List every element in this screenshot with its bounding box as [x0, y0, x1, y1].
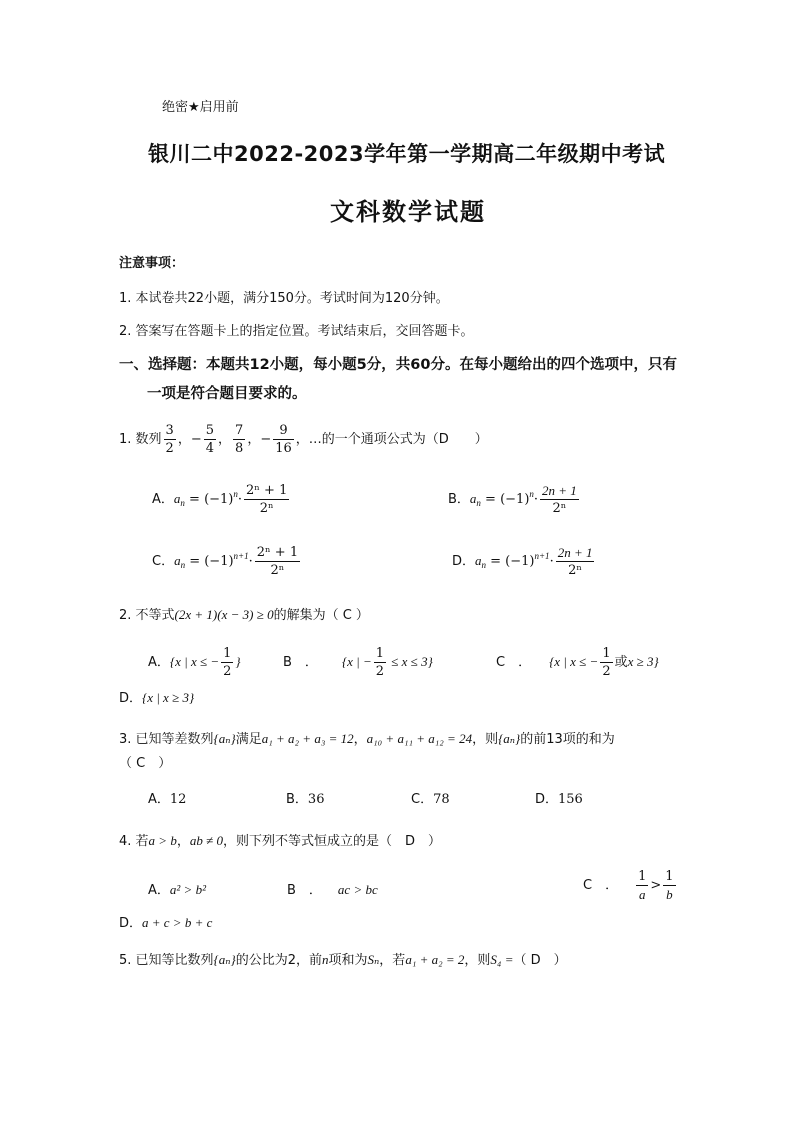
option-label: C ．: [496, 655, 532, 670]
q1-frac3-num: 7: [235, 423, 244, 438]
option-label: B．: [286, 792, 308, 807]
option-den: 2ⁿ: [568, 563, 583, 578]
option-label: B ．: [287, 883, 322, 898]
q5-text: ，则: [464, 953, 491, 968]
q1-option-c: [152, 544, 302, 579]
option-num: 2n + 1: [542, 483, 577, 498]
section-heading-line2: 一项是符合题目要求的。: [147, 386, 307, 402]
option-mid: = (−1): [184, 492, 234, 507]
option-num: 1: [638, 869, 647, 884]
q1-sep1: ，−: [177, 432, 202, 447]
q3-answer: （ C ）: [119, 756, 172, 771]
q3-cond2: a₁₀ + a₁₁ + a₁₂ = 24: [366, 731, 473, 746]
option-var: a: [469, 491, 477, 506]
option-num: 2ⁿ + 1: [256, 545, 299, 560]
option-value: 156: [558, 792, 583, 807]
option-var: a: [173, 491, 181, 506]
option-exp: n+1: [534, 551, 550, 561]
option-sub: n: [476, 498, 481, 508]
option-text: {x | x ≤ −: [549, 654, 599, 669]
option-den: 2ⁿ: [259, 501, 274, 516]
notes-item-2: 2. 答案写在答题卡上的指定位置。考试结束后，交回答题卡。: [119, 324, 474, 339]
option-text: x ≥ 3}: [627, 654, 659, 669]
q3-text: ，则: [472, 732, 499, 747]
option-var: a: [174, 553, 181, 568]
option-value: 78: [433, 792, 450, 807]
option-label: C ．: [583, 878, 619, 893]
option-den: b: [666, 887, 673, 902]
exam-subtitle: 文科数学试题: [330, 198, 486, 226]
question-1: [119, 422, 488, 457]
q1-prefix: 1. 数列: [119, 432, 162, 447]
option-text: {x | x ≥ 3}: [142, 690, 195, 705]
q1-frac2-den: 4: [205, 441, 215, 456]
option-text: ≤ x ≤ 3}: [388, 654, 433, 669]
q2-option-b: [283, 645, 433, 680]
q1-frac4-den: 16: [275, 441, 292, 456]
q4-suffix: ，则下列不等式恒成立的是（ D ）: [222, 834, 441, 849]
option-num: 2n + 1: [557, 545, 593, 560]
q4-option-c: [583, 868, 678, 903]
option-mid: = (−1): [480, 492, 530, 507]
option-label: B．: [448, 492, 470, 507]
q1-frac1-den: 2: [165, 441, 174, 456]
option-dot: ·: [248, 554, 253, 569]
option-num: 1: [223, 646, 232, 661]
option-text: {x | −: [341, 654, 372, 669]
option-mid: = (−1): [185, 554, 234, 569]
q1-frac4-num: 9: [273, 422, 294, 440]
q4-cond2: ab ≠ 0: [189, 833, 223, 848]
q1-option-a: [152, 482, 291, 517]
q5-suffix: （ D ）: [513, 953, 567, 968]
option-label: D．: [452, 554, 476, 569]
q3-prefix: 3. 已知等差数列: [119, 732, 214, 747]
option-num: 1: [665, 869, 674, 884]
option-num: 1: [375, 646, 385, 661]
option-label: A．: [148, 655, 170, 670]
option-value: 12: [169, 792, 187, 807]
option-text: }: [235, 654, 241, 669]
q5-cond: a₁ + a₂ = 2: [405, 952, 465, 967]
q2-suffix: 的解集为（ C ）: [273, 608, 369, 623]
q4-option-b: [287, 879, 378, 898]
option-label: A．: [148, 883, 170, 898]
exam-title: 银川二中2022-2023学年第一学期高二年级期中考试: [148, 142, 666, 166]
q3-text: 满足: [235, 732, 262, 747]
question-3: [119, 728, 615, 747]
q3-option-c: [411, 788, 450, 807]
q2-expression: (2x + 1)(x − 3) ≥ 0: [174, 607, 274, 622]
option-den: 2: [375, 664, 385, 679]
q4-prefix: 4. 若: [119, 834, 149, 849]
option-dot: ·: [549, 554, 554, 569]
option-label: C．: [152, 554, 175, 569]
q3-seq: {aₙ}: [213, 731, 236, 746]
option-label: A．: [152, 492, 174, 507]
option-den: a: [638, 887, 646, 902]
option-dot: ·: [237, 492, 243, 507]
q1-frac2-num: 5: [205, 423, 215, 438]
q5-seq: {aₙ}: [213, 952, 236, 967]
q4-option-d: [119, 912, 212, 931]
q3-suffix: 的前13项的和为: [520, 732, 615, 747]
option-text: 或: [614, 655, 628, 670]
option-label: D．: [119, 916, 143, 931]
q5-n: n: [322, 952, 329, 967]
option-label: B ．: [283, 655, 318, 670]
q1-sep3: ，−: [247, 432, 272, 447]
q5-text: ，若: [379, 953, 406, 968]
option-var: a: [475, 553, 482, 568]
q3-seq2: {aₙ}: [498, 731, 521, 746]
q3-option-a: [148, 788, 186, 807]
q1-suffix: ，…的一个通项公式为（D ）: [295, 432, 488, 447]
q5-s: Sₙ: [367, 952, 380, 967]
q4-cond1: a > b: [148, 833, 177, 848]
option-exp: n: [529, 489, 534, 499]
q5-s4: S₄ =: [490, 952, 514, 967]
q1-frac3-den: 8: [235, 441, 244, 456]
option-label: A．: [148, 792, 170, 807]
notes-heading: 注意事项：: [119, 256, 185, 271]
option-den: 2ⁿ: [552, 501, 567, 516]
option-text: {x | x ≤ −: [169, 654, 220, 669]
q2-option-d: [119, 687, 194, 706]
q1-sep2: ，: [218, 432, 232, 447]
section-heading-line1: 一、选择题：本题共12小题，每小题5分，共60分。在每小题给出的四个选项中，只有: [119, 357, 677, 373]
option-exp: n: [233, 489, 238, 499]
q2-option-a: [148, 645, 241, 680]
option-num: 1: [602, 646, 611, 661]
q2-option-c: [496, 645, 659, 680]
option-mid: = (−1): [486, 554, 535, 569]
option-label: C．: [411, 792, 434, 807]
notes-item-1: 1. 本试卷共22小题，满分150分。考试时间为120分钟。: [119, 291, 449, 306]
q3-text: ，: [353, 732, 367, 747]
q1-frac1-num: 3: [165, 423, 174, 438]
option-dot: ·: [533, 492, 539, 507]
option-sub: n: [481, 560, 487, 570]
option-den: 2: [602, 664, 611, 679]
q2-prefix: 2. 不等式: [119, 608, 175, 623]
option-value: 36: [307, 792, 325, 807]
q5-prefix: 5. 已知等比数列: [119, 953, 214, 968]
option-exp: n+1: [233, 551, 249, 561]
option-sub: n: [180, 498, 185, 508]
option-den: 2ⁿ: [270, 563, 285, 578]
q4-text: ，: [176, 834, 190, 849]
option-label: D．: [119, 691, 143, 706]
q3-option-d: [535, 788, 583, 807]
option-den: 2: [223, 664, 232, 679]
q4-option-a: [148, 879, 206, 898]
secret-label: 绝密★启用前: [162, 100, 239, 115]
q3-cond1: a₁ + a₂ + a₃ = 12: [261, 731, 354, 746]
q1-option-d: [452, 544, 596, 579]
question-2: [119, 604, 369, 623]
option-text: a² > b²: [169, 882, 206, 897]
option-text: >: [650, 878, 662, 893]
option-text: ac > bc: [337, 882, 378, 897]
question-5: [119, 949, 567, 968]
question-4: [119, 830, 441, 849]
q1-option-b: [448, 482, 581, 517]
option-text: a + c > b + c: [142, 915, 213, 930]
option-num: 2ⁿ + 1: [246, 483, 288, 498]
q5-text: 项和为: [328, 953, 368, 968]
option-sub: n: [180, 560, 186, 570]
option-label: D．: [535, 792, 559, 807]
q3-option-b: [286, 788, 324, 807]
q5-text: 的公比为2，前: [235, 953, 322, 968]
